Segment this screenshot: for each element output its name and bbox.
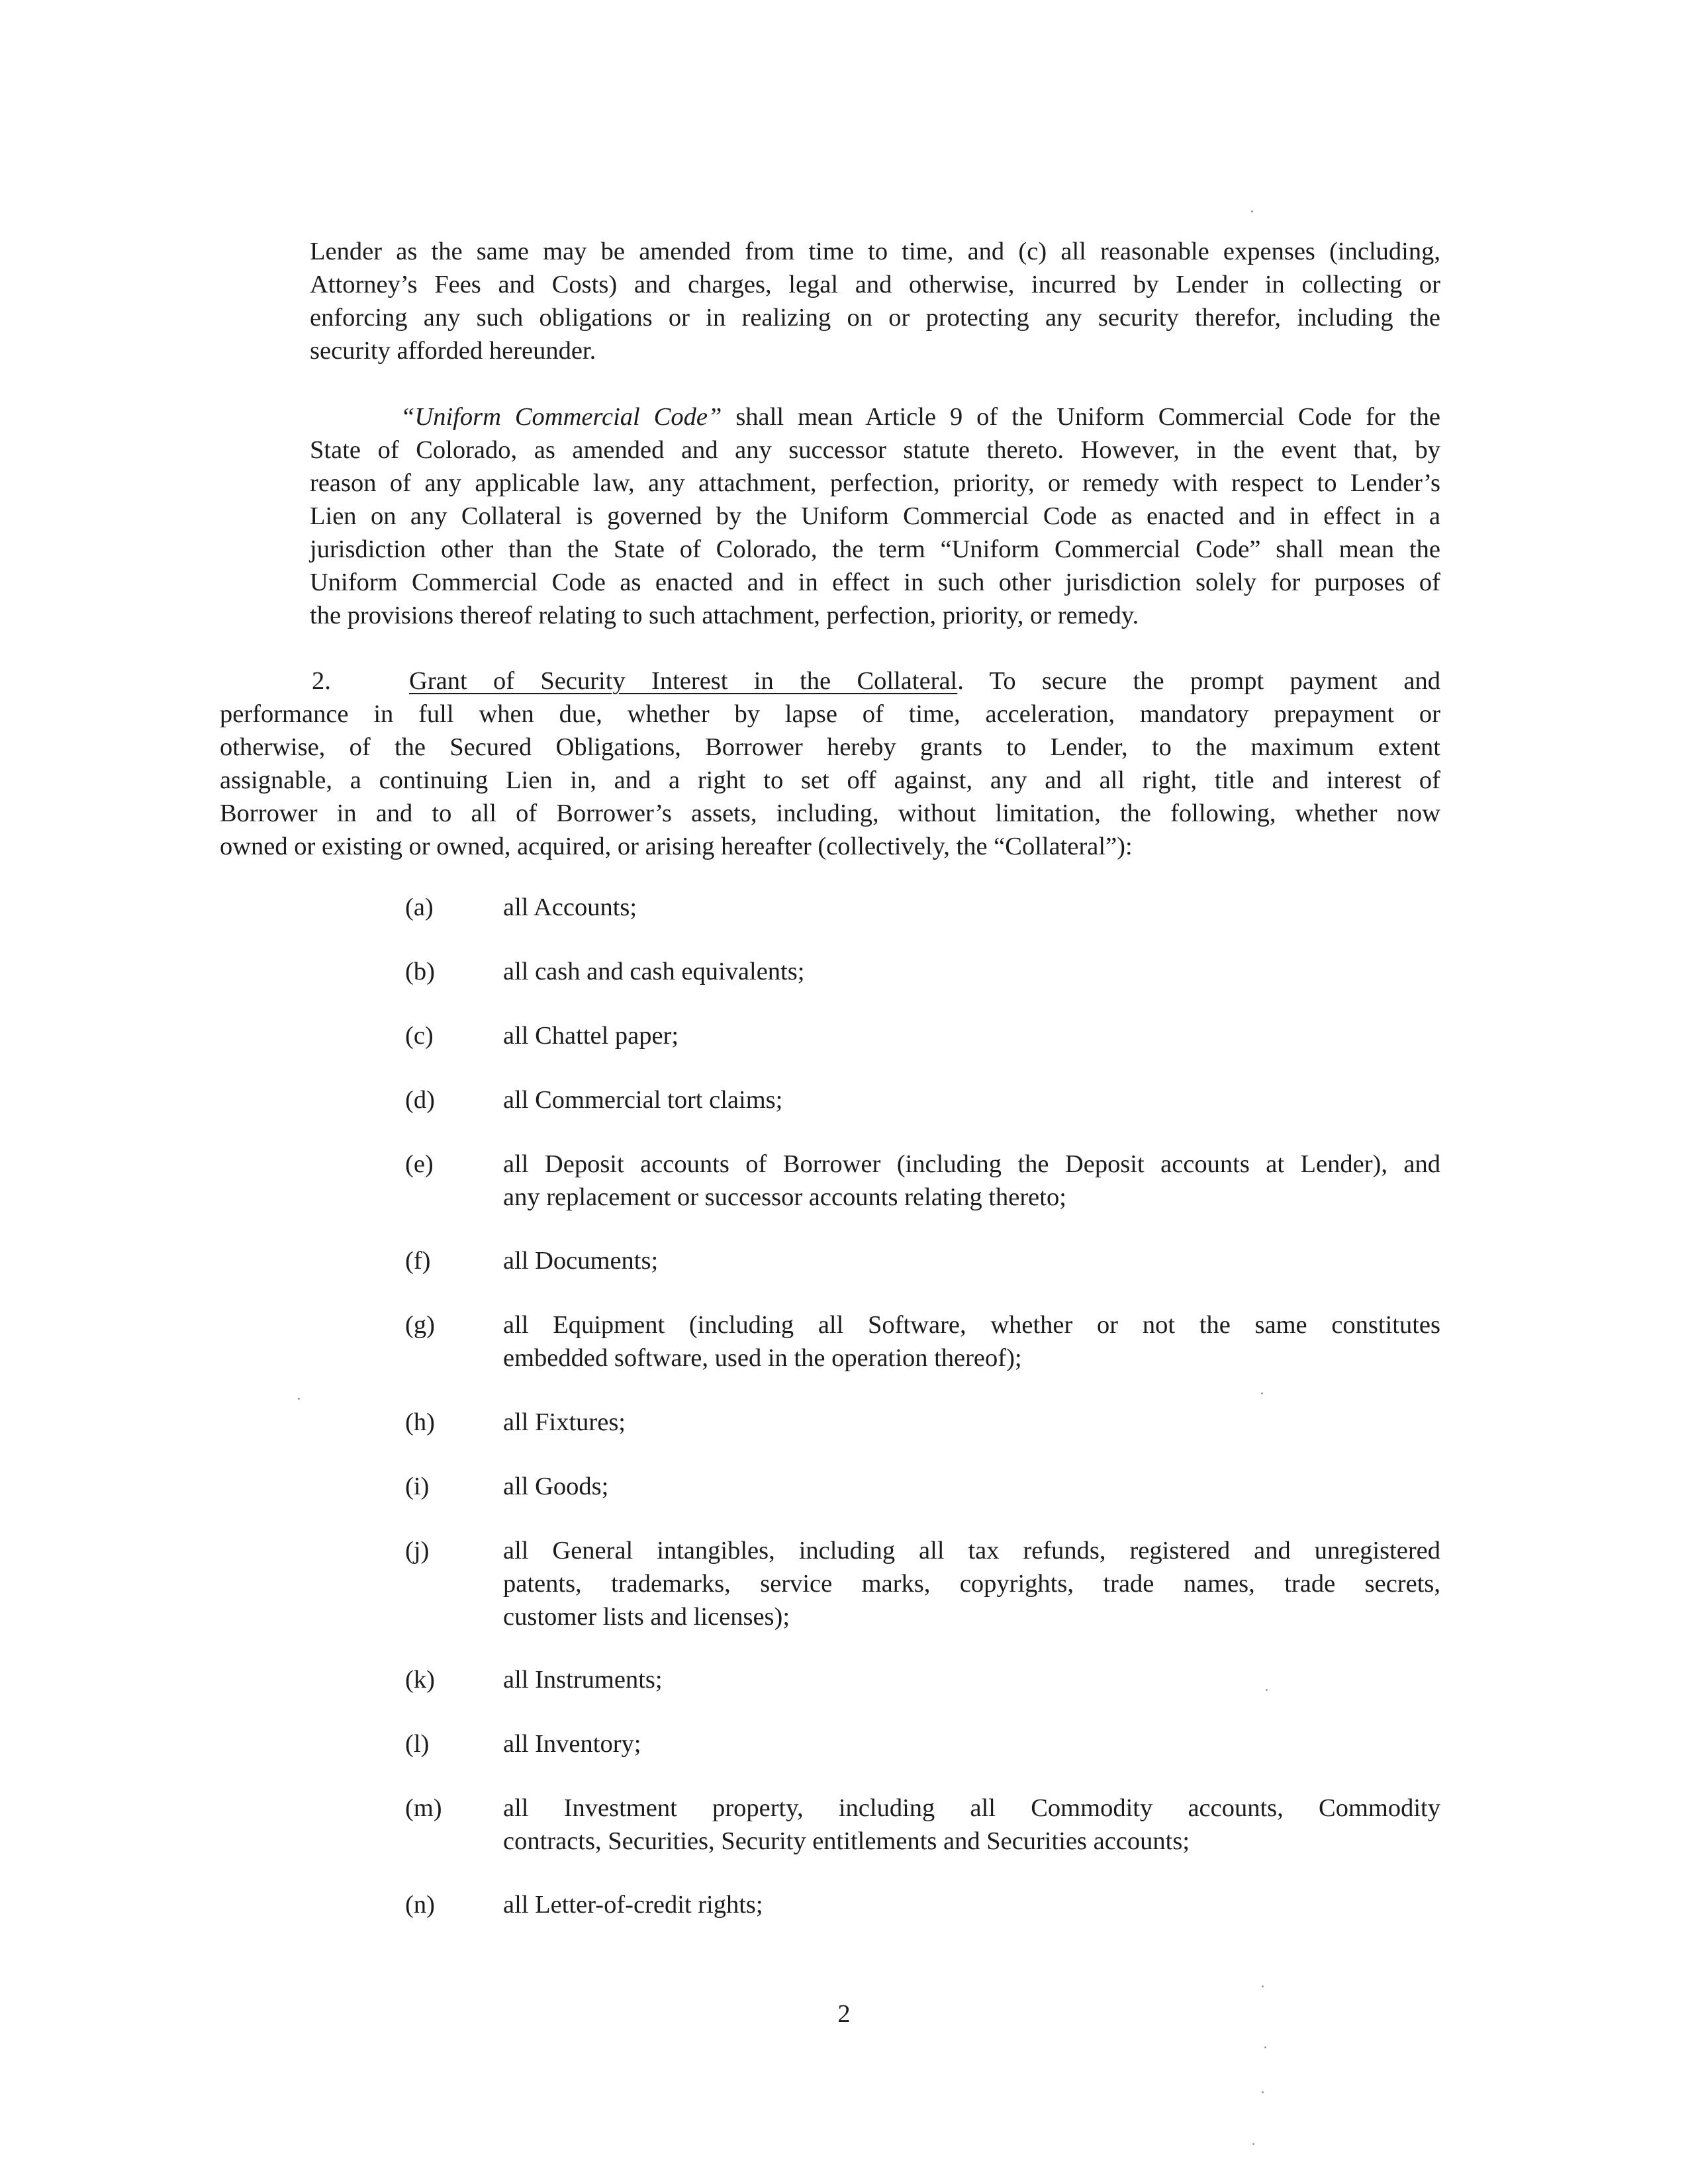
text-line <box>310 400 1440 433</box>
list-item-text <box>503 1308 1440 1375</box>
text-line: owned or existing or owned, acquired, or arising hereafter (collectively, the “Collateral”): <box>220 833 1133 860</box>
list-item-text <box>503 1663 1440 1696</box>
scan-speck <box>1264 2046 1266 2048</box>
text-line <box>220 664 1440 698</box>
text-line: jurisdiction other than the State of Colorado, the term “Uniform Commercial Code” shall mean the <box>310 535 1440 563</box>
text-line: customer lists and licenses); <box>503 1603 790 1631</box>
text-line: all Accounts; <box>503 893 637 921</box>
list-item-text <box>503 1244 1440 1277</box>
text-line: all Goods; <box>503 1473 609 1500</box>
text-line: any replacement or successor accounts relating thereto; <box>503 1183 1066 1211</box>
text-line: performance in full when due, whether by lapse of time, acceleration, mandatory prepayment or <box>220 700 1440 728</box>
text-line: contracts, Securities, Security entitlements and Securities accounts; <box>503 1827 1190 1855</box>
text-line: Lien on any Collateral is governed by the Uniform Commercial Code as enacted and in effect in a <box>310 502 1440 530</box>
list-item-letter: (i) <box>405 1473 430 1500</box>
text-line: all cash and cash equivalents; <box>503 958 805 985</box>
list-item-letter: (m) <box>405 1794 442 1822</box>
text-line: all Investment property, including all Commodity accounts, Commodity <box>503 1794 1440 1822</box>
text-line: all General intangibles, including all tax refunds, registered and unregistered <box>503 1537 1440 1565</box>
list-item-letter: (f) <box>405 1247 431 1275</box>
text-line: enforcing any such obligations or in realizing on or protecting any security therefor, including the <box>310 304 1440 332</box>
section-2-grant-of-security-interest <box>220 664 1440 863</box>
list-item-text <box>503 1792 1440 1858</box>
scan-speck <box>1262 2091 1264 2093</box>
text-line: Uniform Commercial Code as enacted and in effect in such other jurisdiction solely for purposes of <box>310 569 1440 596</box>
text-line: Borrower in and to all of Borrower’s assets, including, without limitation, the following, whether now <box>220 799 1440 827</box>
text-line: all Inventory; <box>503 1730 641 1758</box>
section-number: 2. <box>312 667 331 695</box>
list-item-text <box>503 1406 1440 1439</box>
text-line: all Documents; <box>503 1247 659 1275</box>
scan-speck <box>1252 2143 1254 2145</box>
list-item-text <box>503 891 1440 924</box>
list-item-text <box>503 1148 1440 1214</box>
scan-speck <box>1251 210 1253 212</box>
text-line: all Letter-of-credit rights; <box>503 1891 763 1919</box>
list-item-text <box>503 1083 1440 1116</box>
text-fragment: . To secure the prompt payment and <box>957 667 1440 695</box>
list-item-text <box>503 1534 1440 1633</box>
list-item-letter: (l) <box>405 1730 430 1758</box>
text-line: all Deposit accounts of Borrower (including the Deposit accounts at Lender), and <box>503 1150 1440 1178</box>
list-item-text <box>503 1019 1440 1052</box>
scan-speck <box>1262 1985 1264 1987</box>
list-item-text <box>503 1470 1440 1503</box>
list-item-letter: (e) <box>405 1150 434 1178</box>
list-item-text <box>503 1727 1440 1760</box>
text-line: security afforded hereunder. <box>310 337 596 365</box>
text-line: all Equipment (including all Software, whether or not the same constitutes <box>503 1311 1440 1339</box>
scan-speck <box>298 1398 300 1400</box>
list-item-letter: (a) <box>405 893 434 921</box>
text-line: otherwise, of the Secured Obligations, Borrower hereby grants to Lender, to the maximum extent <box>220 733 1440 761</box>
list-item-letter: (d) <box>405 1086 435 1114</box>
text-line: Lender as the same may be amended from time to time, and (c) all reasonable expenses (including, <box>310 238 1440 265</box>
text-line: State of Colorado, as amended and any successor statute thereto. However, in the event that, by <box>310 436 1440 464</box>
list-item-letter: (j) <box>405 1537 430 1565</box>
scan-speck <box>1261 1392 1263 1394</box>
text-line: all Instruments; <box>503 1666 663 1694</box>
page-number: 2 <box>837 2000 851 2028</box>
list-item-letter: (c) <box>405 1022 434 1050</box>
list-item-text <box>503 1888 1440 1921</box>
text-line: the provisions thereof relating to such attachment, perfection, priority, or remedy. <box>310 602 1139 629</box>
paragraph-secured-obligations-continuation <box>310 235 1440 367</box>
section-heading: Grant of Security Interest in the Collateral <box>409 667 958 695</box>
text-line: all Fixtures; <box>503 1408 626 1436</box>
list-item-text <box>503 955 1440 988</box>
scan-speck <box>1266 1689 1268 1691</box>
list-item-letter: (n) <box>405 1891 435 1919</box>
text-line: patents, trademarks, service marks, copyrights, trade names, trade secrets, <box>503 1570 1440 1598</box>
text-line: all Commercial tort claims; <box>503 1086 783 1114</box>
list-item-letter: (g) <box>405 1311 435 1339</box>
paragraph-ucc-definition <box>310 400 1440 632</box>
text-line: Attorney’s Fees and Costs) and charges, legal and otherwise, incurred by Lender in collecting or <box>310 271 1440 298</box>
text-line: reason of any applicable law, any attachment, perfection, priority, or remedy with respect to Lender’s <box>310 469 1440 497</box>
defined-term: “Uniform Commercial Code” <box>400 403 722 431</box>
text-fragment: shall mean Article 9 of the Uniform Commercial Code for the <box>722 403 1441 431</box>
list-item-letter: (b) <box>405 958 435 985</box>
text-line: assignable, a continuing Lien in, and a right to set off against, any and all right, title and interest of <box>220 766 1440 794</box>
text-line: embedded software, used in the operation thereof); <box>503 1344 1022 1372</box>
text-line: all Chattel paper; <box>503 1022 679 1050</box>
list-item-letter: (k) <box>405 1666 435 1694</box>
list-item-letter: (h) <box>405 1408 435 1436</box>
